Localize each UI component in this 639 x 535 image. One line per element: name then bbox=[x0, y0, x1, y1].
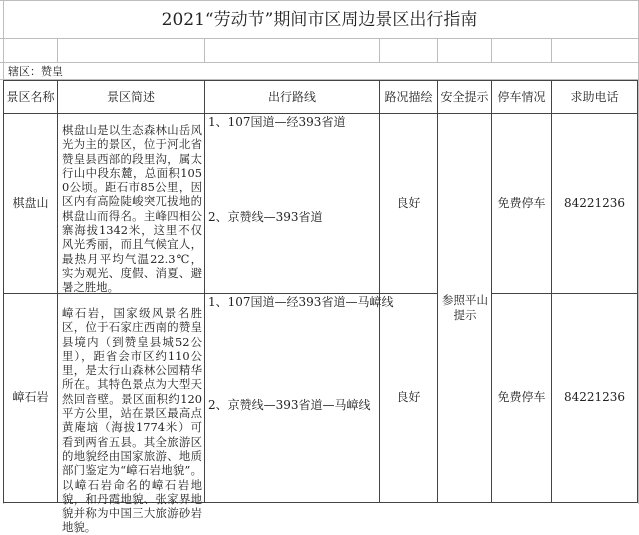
header-parking: 停车情况 bbox=[497, 90, 546, 104]
header-safety: 安全提示 bbox=[440, 90, 489, 104]
scenic-name: 嶂石岩 bbox=[12, 390, 49, 404]
table-border bbox=[637, 80, 638, 503]
grid-line bbox=[551, 39, 552, 62]
grid-line bbox=[0, 62, 639, 63]
table-border bbox=[204, 80, 205, 503]
table-border bbox=[437, 80, 438, 503]
table-border bbox=[379, 80, 380, 503]
grid-line bbox=[57, 39, 58, 62]
route-item: 2、京赞线—393省道—马嶂线 bbox=[208, 398, 371, 412]
table-border bbox=[57, 80, 58, 503]
table-border bbox=[3, 113, 638, 114]
table-border bbox=[3, 80, 4, 503]
scenic-description: 嶂石岩，国家级风景名胜区，位于石家庄西南的赞皇县境内（到赞皇县城52公里），距省会市区约110公里，是太行山森林公园精华所在。其特色景点为大型天然回音壁。景区面积约120平方公里，站在景区最高点黄庵垴（海拔1774米）可看到两省五县。其全旅游区的地貌经由国家旅游、地质部门鉴定为“嶂石岩地貌”。以嶂石岩命名的嶂石岩地貌，和丹霞地貌、张家界地貌并称为中国三大旅游砂岩地貌。 bbox=[62, 306, 202, 535]
help-phone: 84221236 bbox=[563, 196, 626, 210]
header-route: 出行路线 bbox=[267, 90, 316, 104]
help-phone: 84221236 bbox=[563, 390, 626, 404]
header-road: 路况描绘 bbox=[384, 90, 433, 104]
safety-tip: 参照平山提示 bbox=[442, 293, 488, 322]
table-border bbox=[551, 80, 552, 503]
grid-line bbox=[437, 39, 438, 62]
table-border bbox=[491, 293, 638, 294]
table-border bbox=[491, 80, 492, 503]
road-condition: 良好 bbox=[396, 390, 421, 404]
grid-line bbox=[491, 39, 492, 62]
scenic-description: 棋盘山是以生态森林山岳风光为主的景区，位于河北省赞皇县西部的段里沟，属太行山中段东麓，总面积1050公顷。距石市85公里，因区内有高险陡峻突兀拔地的棋盘山而得名。主峰四相公寨海拔1342米，这里不仅风光秀丽，而且气候宜人，最热月平均气温22.3℃，实为观光、度假、消夏、避暑之胜地。 bbox=[62, 123, 202, 295]
route-item: 1、107国道—经393省道 bbox=[208, 115, 346, 129]
page-title: 2021“劳动节”期间市区周边景区出行指南 bbox=[161, 10, 478, 30]
route-item: 2、京赞线—393省道 bbox=[208, 210, 323, 224]
grid-line bbox=[204, 39, 205, 62]
district-label: 辖区：赞皇 bbox=[8, 65, 63, 78]
route-item: 1、107国道—经393省道—马嶂线 bbox=[208, 295, 394, 309]
road-condition: 良好 bbox=[396, 196, 421, 210]
header-name: 景区名称 bbox=[6, 90, 55, 104]
parking-info: 免费停车 bbox=[497, 196, 546, 210]
grid-line bbox=[379, 39, 380, 62]
grid-line bbox=[0, 0, 639, 1]
grid-line bbox=[0, 38, 639, 39]
header-phone: 求助电话 bbox=[570, 90, 619, 104]
parking-info: 免费停车 bbox=[497, 390, 546, 404]
header-description: 景区简述 bbox=[106, 90, 155, 104]
scenic-name: 棋盘山 bbox=[12, 196, 49, 210]
table-border bbox=[3, 80, 638, 81]
